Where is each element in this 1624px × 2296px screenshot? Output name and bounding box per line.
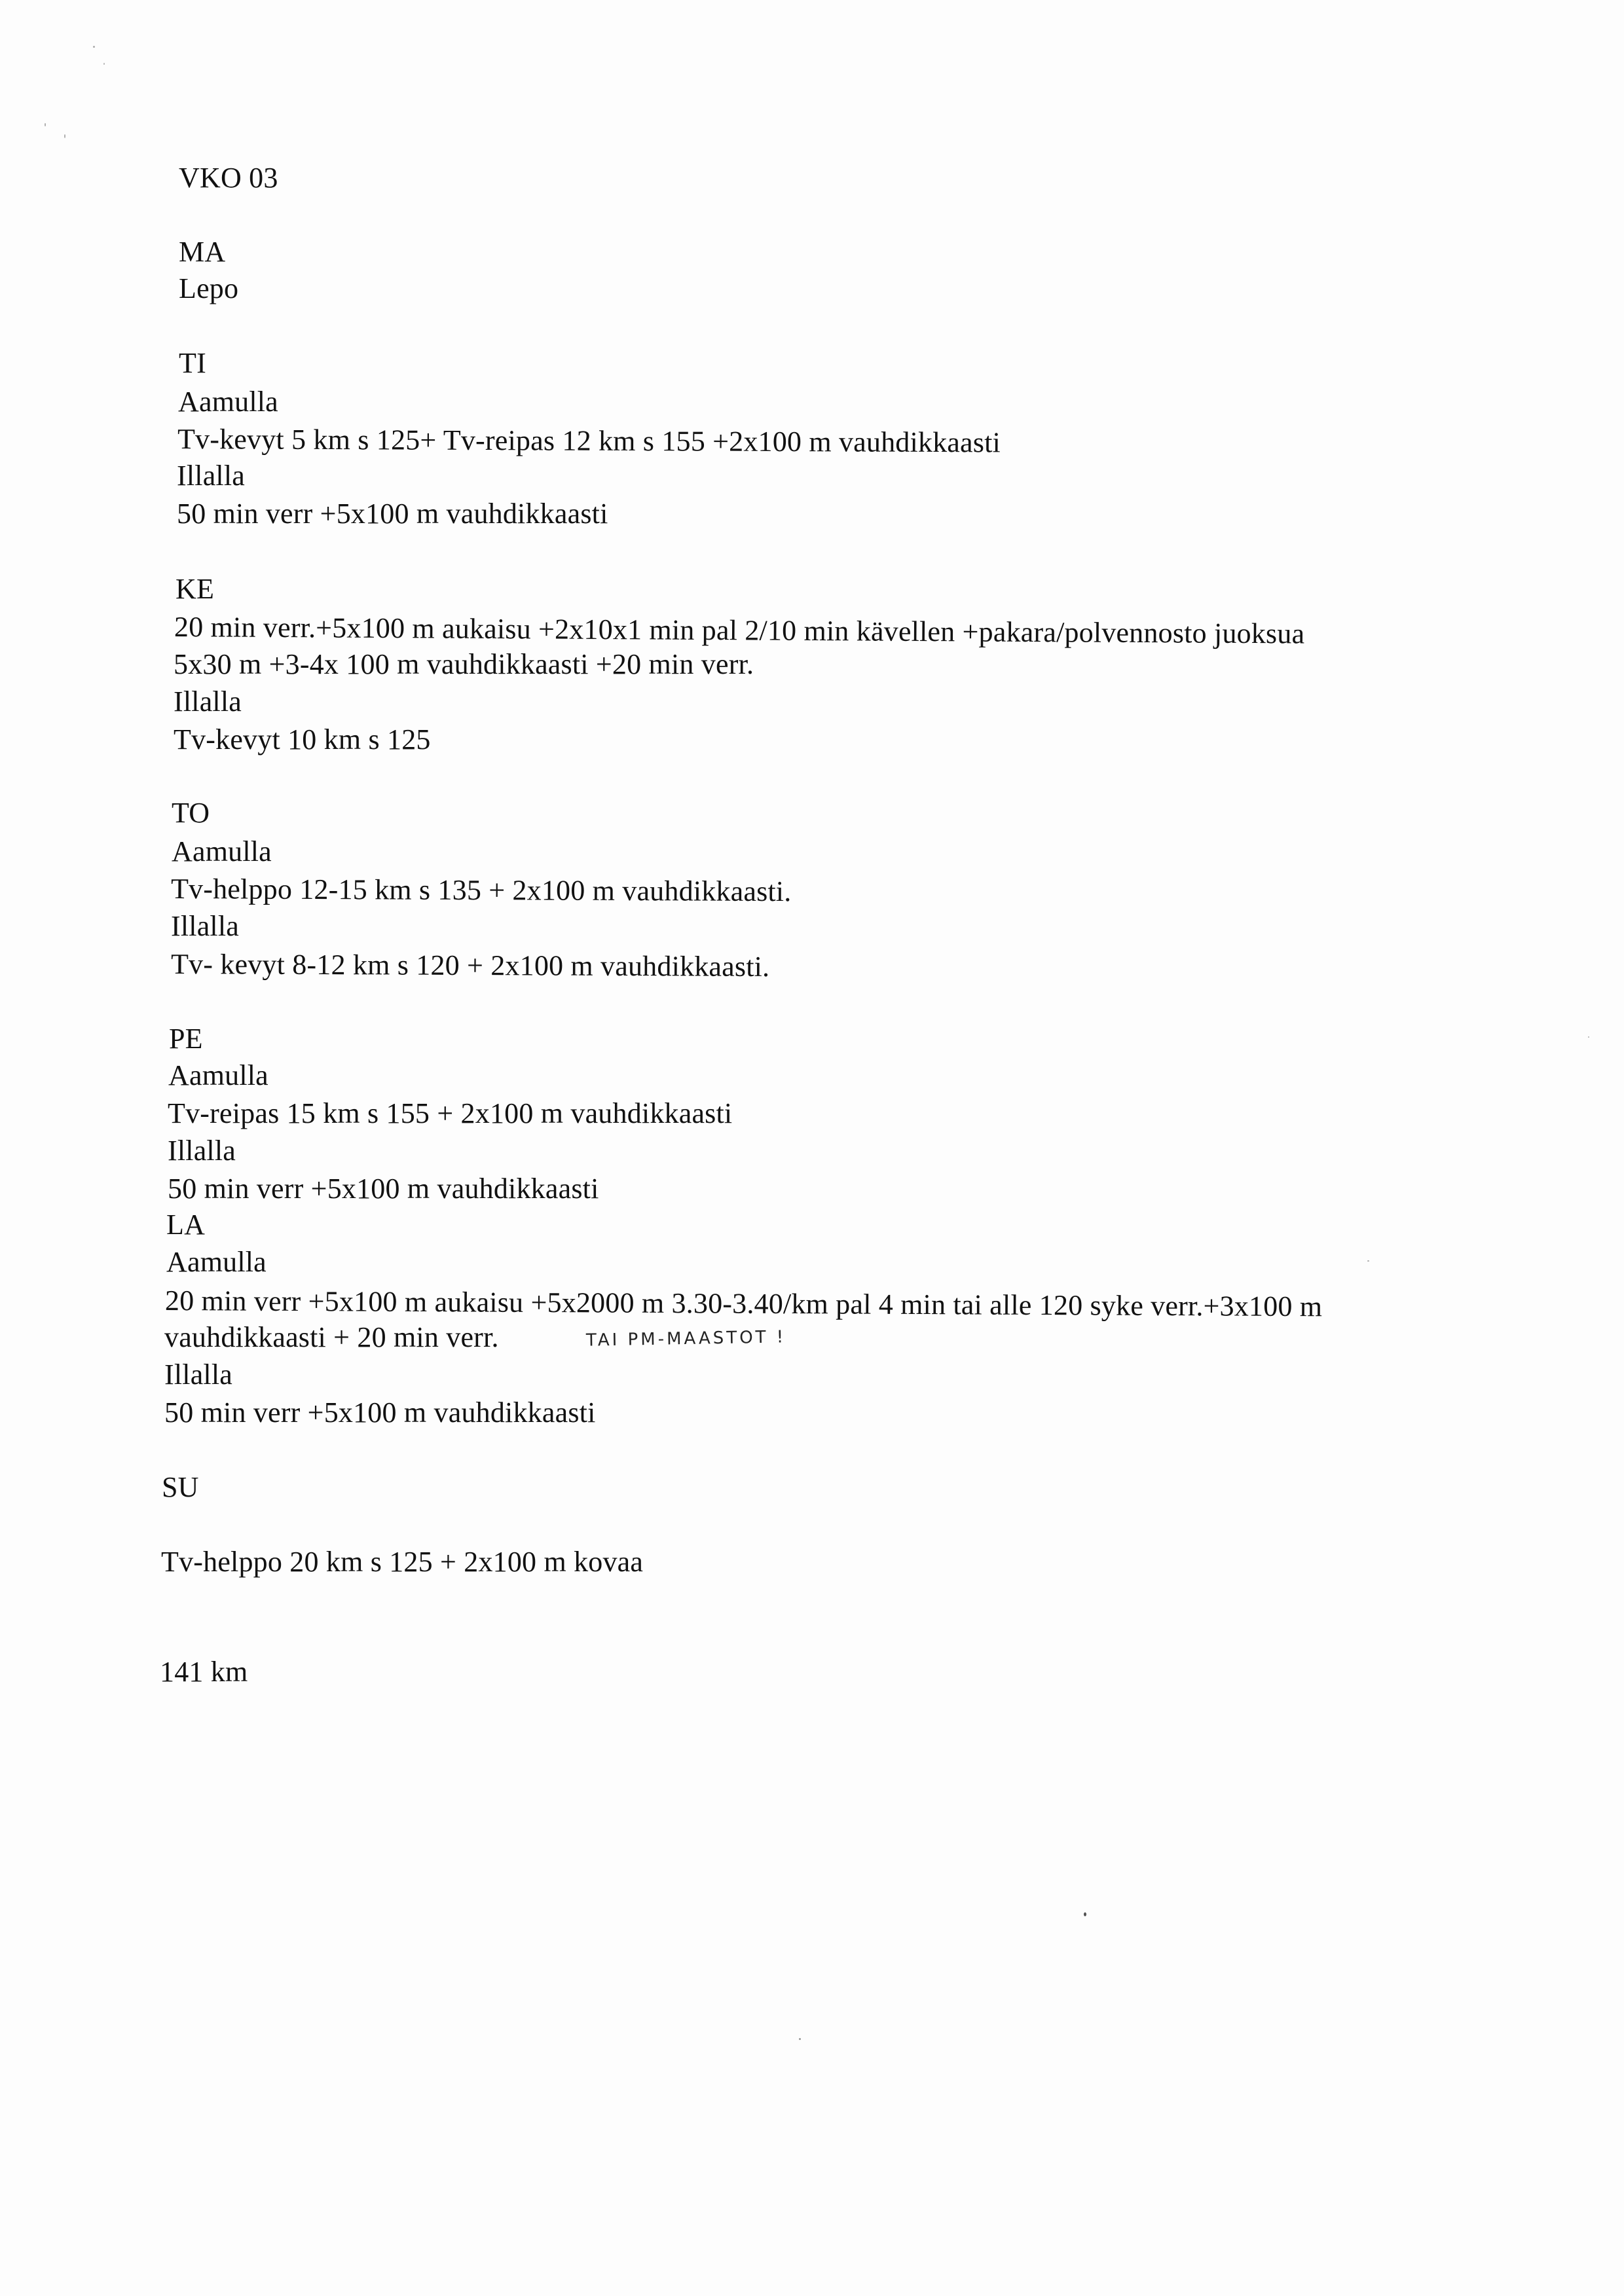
ti-evening-text: 50 min verr +5x100 m vauhdikkaasti: [177, 498, 608, 530]
to-evening-text: Tv- kevyt 8-12 km s 120 + 2x100 m vauhdikkaasti.: [170, 948, 770, 983]
day-heading-su: SU: [162, 1471, 199, 1503]
scan-speck: [103, 63, 105, 65]
to-evening-label: Illalla: [171, 910, 240, 942]
pe-morning-label: Aamulla: [168, 1059, 268, 1091]
scan-speck: [64, 134, 65, 138]
la-evening-text: 50 min verr +5x100 m vauhdikkaasti: [164, 1396, 596, 1429]
ma-rest-text: Lepo: [179, 272, 239, 304]
scan-speck: [93, 46, 95, 48]
ti-morning-text: Tv-kevyt 5 km s 125+ Tv-reipas 12 km s 155 +2x100 m vauhdikkaasti: [177, 423, 1001, 459]
la-evening-label: Illalla: [164, 1358, 233, 1391]
pe-evening-label: Illalla: [168, 1135, 236, 1167]
su-text: Tv-helppo 20 km s 125 + 2x100 m kovaa: [161, 1546, 644, 1578]
scan-speck: [1367, 1260, 1369, 1262]
day-heading-ma: MA: [179, 236, 226, 268]
to-morning-label: Aamulla: [172, 835, 272, 867]
day-heading-ti: TI: [179, 347, 206, 379]
scan-speck: [45, 123, 46, 126]
la-morning-line-2: vauhdikkaasti + 20 min verr.: [164, 1321, 499, 1353]
ke-line-1: 20 min verr.+5x100 m aukaisu +2x10x1 min pal 2/10 min kävellen +pakara/polvennosto juoksua: [174, 611, 1305, 650]
scan-speck: [1588, 1036, 1589, 1038]
ke-line-2: 5x30 m +3-4x 100 m vauhdikkaasti +20 min verr.: [174, 648, 754, 680]
scan-speck: [799, 2038, 801, 2040]
day-heading-pe: PE: [169, 1023, 203, 1055]
ke-evening-label: Illalla: [174, 685, 242, 718]
la-morning-line-1: 20 min verr +5x100 m aukaisu +5x2000 m 3.30-3.40/km pal 4 min tai alle 120 syke verr.+3x100 m: [164, 1285, 1323, 1323]
handwritten-note: TAI PM-MAASTOT !: [585, 1327, 786, 1351]
day-heading-la: LA: [166, 1209, 206, 1241]
pe-evening-text: 50 min verr +5x100 m vauhdikkaasti: [168, 1173, 599, 1205]
la-morning-label: Aamulla: [166, 1246, 267, 1278]
scan-speck: [1084, 1912, 1086, 1916]
day-heading-to: TO: [172, 797, 210, 829]
ti-morning-label: Aamulla: [178, 386, 278, 418]
pe-morning-text: Tv-reipas 15 km s 155 + 2x100 m vauhdikkaasti: [168, 1097, 733, 1129]
ti-evening-label: Illalla: [177, 460, 246, 492]
week-heading: VKO 03: [179, 162, 278, 194]
day-heading-ke: KE: [175, 573, 215, 605]
weekly-total: 141 km: [160, 1656, 248, 1688]
to-morning-text: Tv-helppo 12-15 km s 135 + 2x100 m vauhdikkaasti.: [170, 873, 792, 908]
ke-evening-text: Tv-kevyt 10 km s 125: [174, 723, 431, 756]
